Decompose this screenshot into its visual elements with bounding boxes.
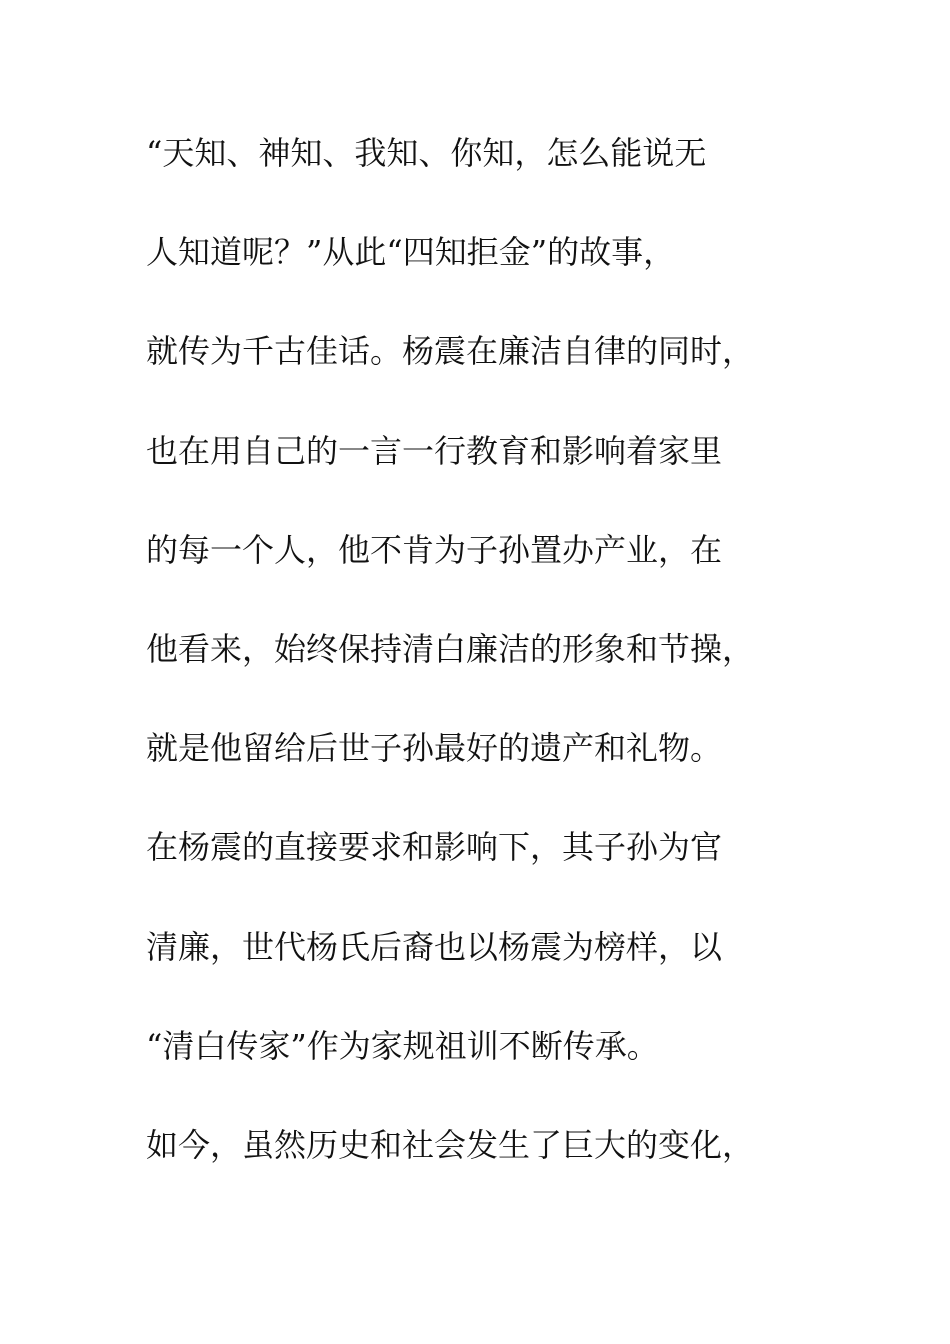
text-line-11: 如今，虽然历史和社会发生了巨大的变化， [146, 1125, 755, 1164]
text-line-4: 也在用自己的一言一行教育和影响着家里 [146, 431, 723, 470]
text-line-3: 就传为千古佳话。杨震在廉洁自律的同时， [146, 332, 755, 371]
text-line-6: 他看来，始终保持清白廉洁的形象和节操， [146, 629, 755, 668]
text-line-10: “清白传家”作为家规祖训不断传承。 [146, 1026, 659, 1065]
text-line-8: 在杨震的直接要求和影响下，其子孙为官 [146, 828, 723, 867]
text-line-1: “天知、神知、我知、你知，怎么能说无 [146, 134, 707, 172]
text-line-2: 人知道呢？”从此“四知拒金”的故事， [146, 233, 676, 272]
text-line-9: 清廉，世代杨氏后裔也以杨震为榜样，以 [146, 927, 723, 966]
text-line-5: 的每一个人，他不肯为子孙置办产业，在 [146, 530, 723, 569]
body-text [146, 128, 806, 1219]
text-line-7: 就是他留给后世子孙最好的遗产和礼物。 [146, 729, 723, 768]
